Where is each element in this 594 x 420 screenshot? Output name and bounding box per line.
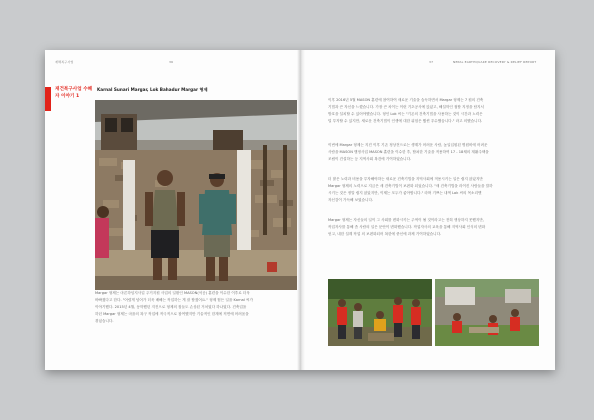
chapter-marker xyxy=(45,87,51,111)
text-line: 시키는 것은 정말 쉽지 않았지만, 이제는 모두가 좋아합니다." 라며 기쁘는 내색 Lok 씨의 목소리엔 xyxy=(328,191,482,195)
construction-photo xyxy=(435,279,539,346)
text-line: 이번에 Margar 형제는 지진 이후 기존 정상전으로는 생계가 어려운 사람, 높일입원된 병원비에 어려운 xyxy=(328,143,488,147)
text-line: 바빠졌다고 한다. "어렸게 넘어가 더욱 배해는 작업하는 게 잘 합졌어요." 형제 힘든 일을 Karnal 씨가 xyxy=(95,298,253,302)
text-line: 방호을 설치할 수 있어야했습니다. 형인 Lok 씨는 "기존의 건축기법을 사용하는 것이 시간과 노력은 xyxy=(328,112,483,116)
book-spread xyxy=(45,50,555,370)
right-paragraph-1 xyxy=(328,97,538,125)
volunteers-photo xyxy=(328,279,432,346)
left-page-number: 36 xyxy=(169,60,174,64)
right-paragraph-3 xyxy=(328,176,538,204)
text-line: 덜 투자할 수 있지만, 새로운 건축기법이 인생에 대한 위험은 훨씬 우수했습니다." 라고 의했습니다. xyxy=(328,119,483,123)
left-page-header: 재해복구사업 xyxy=(55,60,74,64)
text-line: 더 많은 노력과 비용을 투자해야하는 새로운 건축기법을 지역사회에 적용시키는 일은 쉽지 않았지만 xyxy=(328,177,483,181)
chapter-title: 재건복구사업 수혜자 이야기 1 xyxy=(55,87,93,99)
text-line: Margar 형제는 자신들의 일이 그 사회를 변화시키는 주역이 될 것이라고는 전혀 생상하지 못했지만, xyxy=(328,218,484,222)
right-paragraph-4 xyxy=(328,217,538,238)
text-line: 하던 Margar 형제는 마을의 복구 작업에 적극적으로 참여했지만 기술적인 한계에 직면에 어려움을 xyxy=(95,312,249,316)
text-line: 자신감이 가득해 보였습니다. xyxy=(328,198,374,202)
text-line: 이야기했다. 2015년 4월, 동학했던 지진으로 형제의 집들도 손상된 거처였다 하나였다. 건축업을 xyxy=(95,305,247,309)
left-body-text xyxy=(95,290,295,325)
text-line: 사람을 MASON 햇정사업 MASON 훈련을 이수한 후, 합쳐한 기술을 적용하여 17 - 18채의 재활주택을 xyxy=(328,150,489,154)
book-gutter xyxy=(297,50,305,370)
text-line: Margar 형제의 노력으로 지금은 새 건축기법이 보편화 되었습니다. "새 건축기법을 라이킨 사람들을 말하 xyxy=(328,184,493,188)
text-line: 작업자사를 통해 좀 사람의 일은 문안이 변화했습니다. 작업자사의 교육을 통해 지역사회 인식의 변화 xyxy=(328,225,486,229)
text-line: 얻고, 내한 설계 작업 의 보편화되어 복한에 중신에 과제 기여하였습니다. xyxy=(328,232,442,236)
text-line: 기법과 큰 자신을 느꼈습니다. 가장 큰 차이는 이런 기초공사에 앉았고, 해설학인 접합 지정을 탐지서 xyxy=(328,105,484,109)
text-line: 이후 2016년 5월 MASON 훈련에 참여하여 새로운 기술을 습득하면서 Margar 형제는 7 원의 건축 xyxy=(328,98,484,102)
photo-caption: Karnal Sunari Margar, Lok Bahadur Margar 형제 xyxy=(97,87,208,92)
right-page-number: 37 xyxy=(429,60,434,64)
text-line: Margar 형제는 마론하임지사업 주거지원 사업의 일환인 MASON(석공) 훈련을 이수한 이후로 더욱 xyxy=(95,291,250,295)
right-page-header: NEPAL EARTHQUAKE RECOVERY & RELIEF REPORT xyxy=(453,60,537,64)
text-line: 겪었습니다. xyxy=(95,319,114,323)
brothers-photo xyxy=(95,100,297,290)
right-paragraph-2 xyxy=(328,142,538,163)
text-line: 조립이 건설하는 등 지역사회 복건에 기여하였습니다. xyxy=(328,157,412,161)
